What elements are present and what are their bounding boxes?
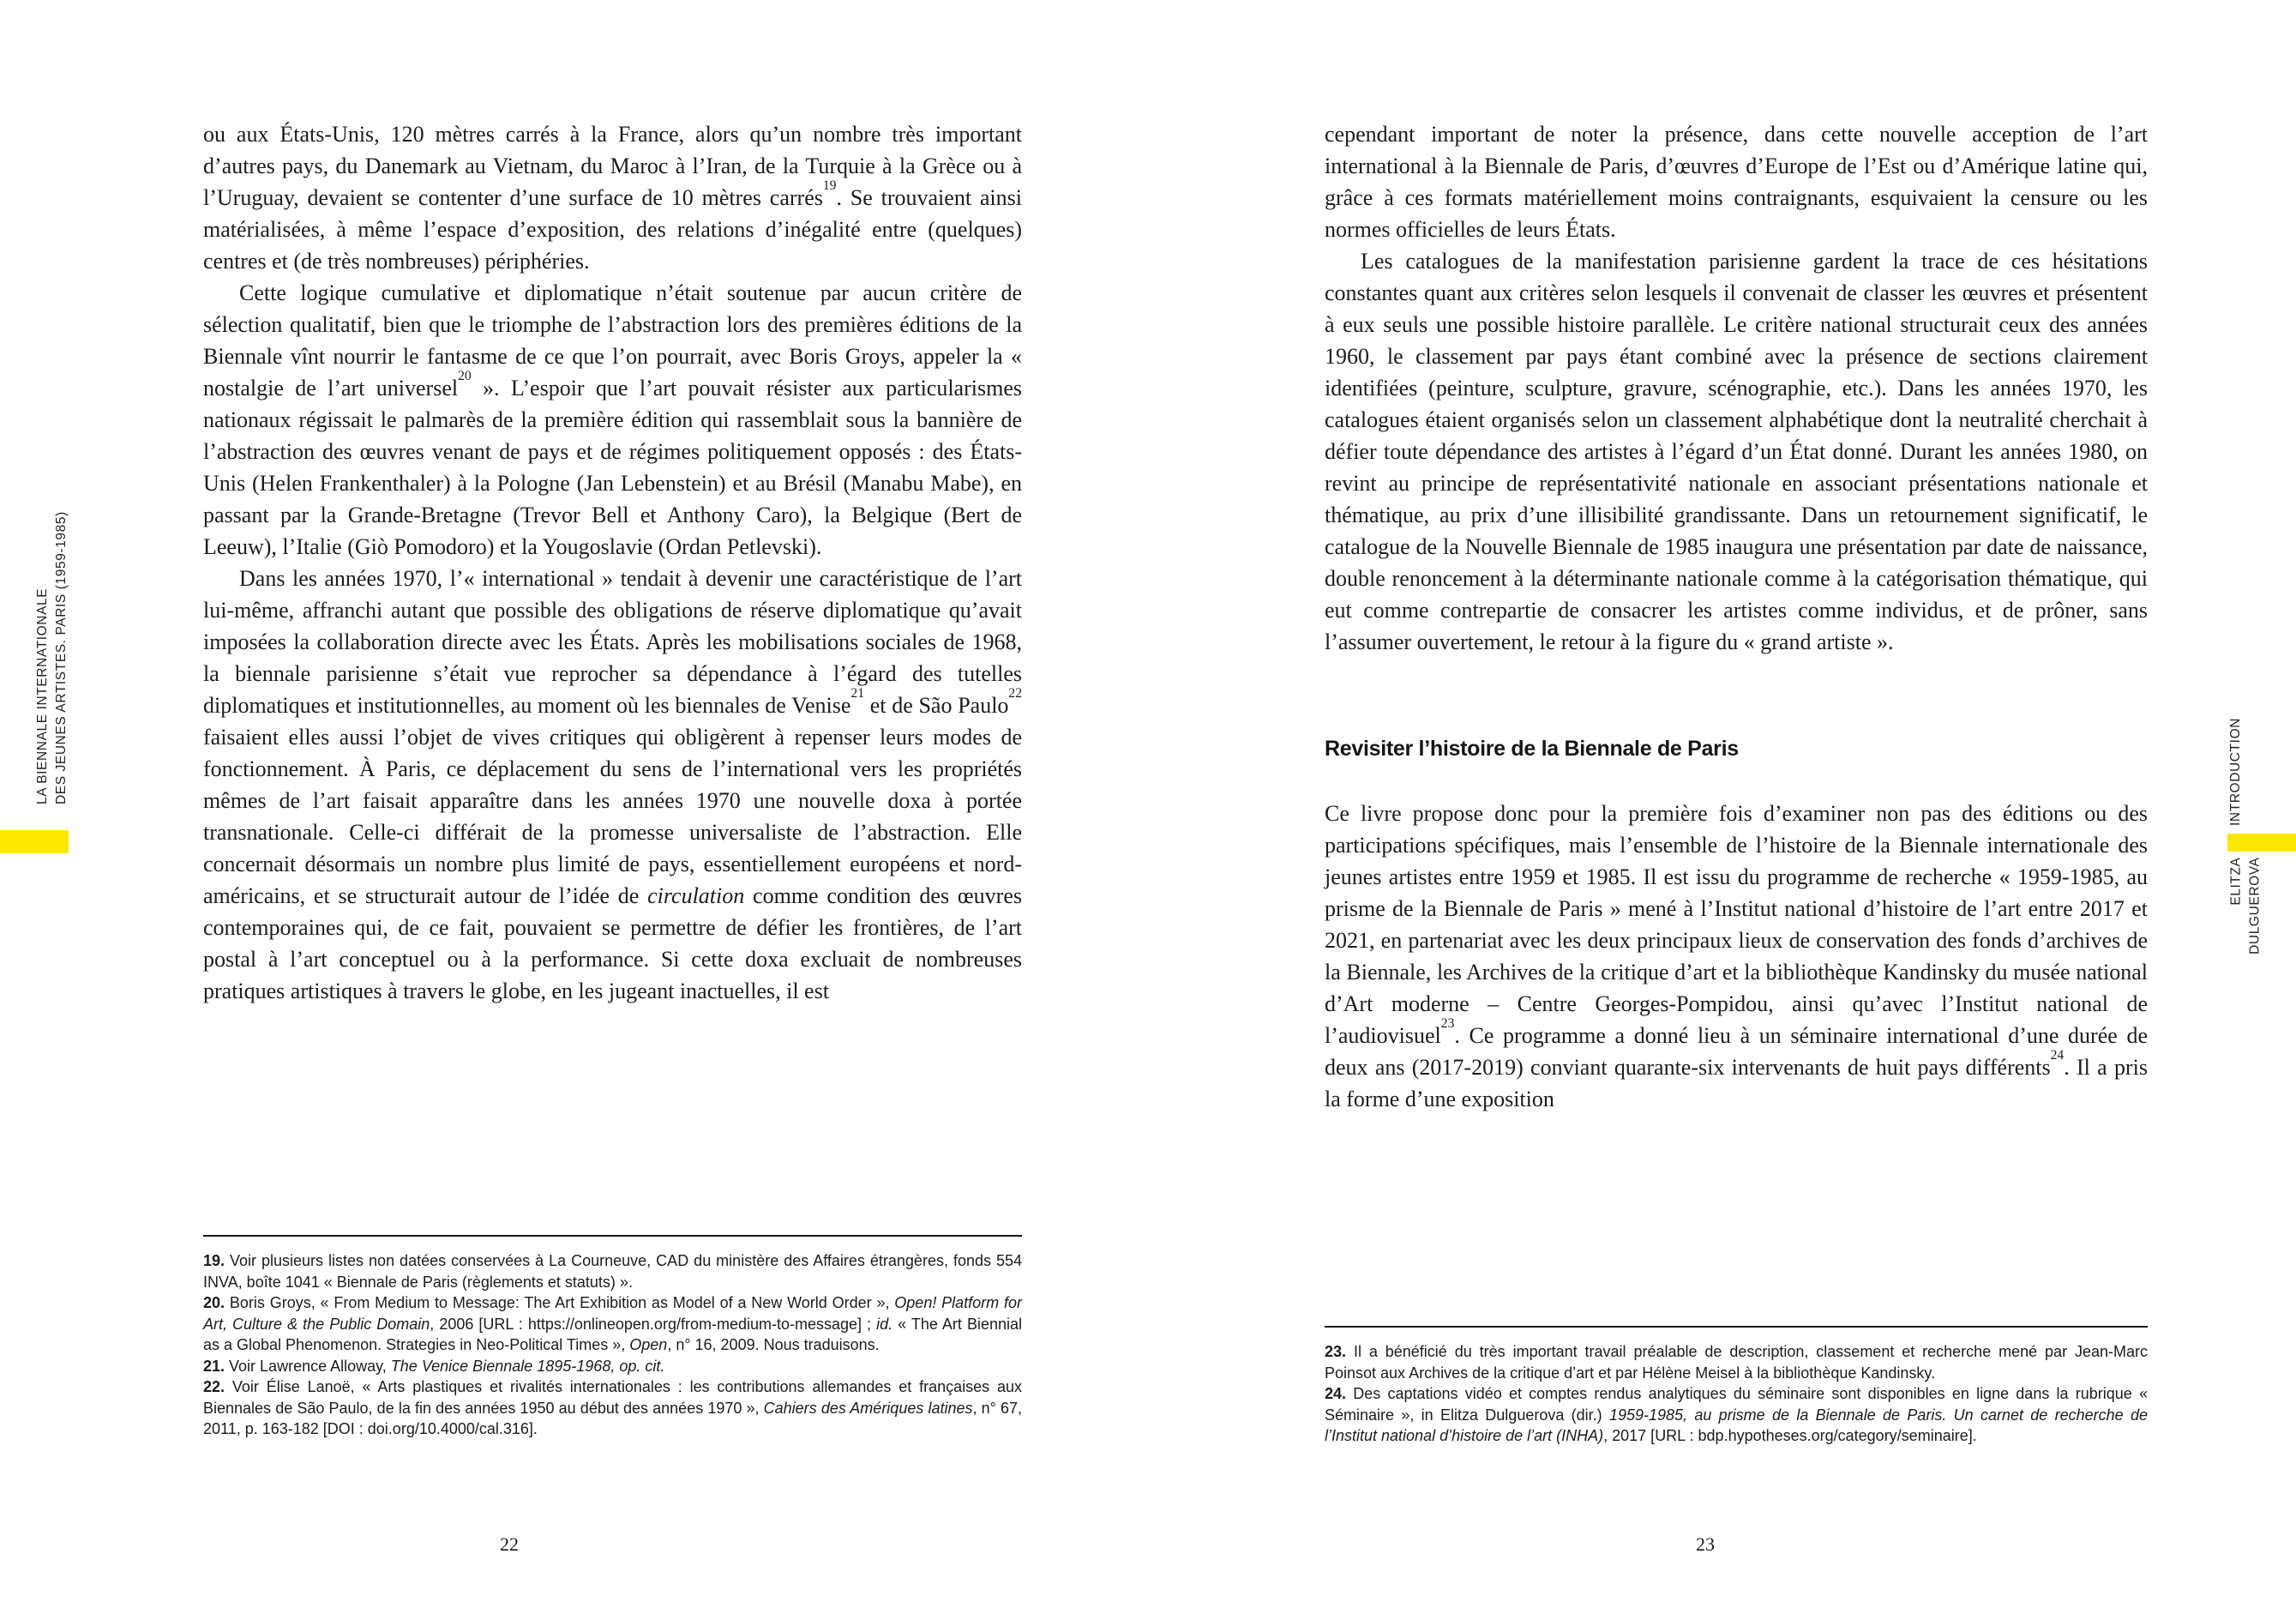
footnote: 23. Il a bénéficié du très important travail préalable de description, classement et recherche mené par Jean-Marc Poinsot aux Archives de la critique d’art et par Hélène Meisel à la bibliothèque Kandinsky. xyxy=(1325,1343,2148,1382)
yellow-marker-right xyxy=(2227,834,2296,852)
page-number-right: 23 xyxy=(1696,1533,1715,1555)
section-heading: Revisiter l’histoire de la Biennale de Paris xyxy=(1325,737,1739,761)
body-paragraph: Ce livre propose donc pour la première fois d’examiner non pas des éditions ou des participations spécifiques, mais l’ensemble de l’histoire de la Biennale internationale des jeunes artistes entre 1959 et 1985. Il est issu du programme de recherche « 1959-1985, au prisme de la Biennale de Paris » mené à l’Institut national d’histoire de l’art entre 2017 et 2021, en partenariat avec les deux principaux lieux de conservation des fonds d’archives de la Biennale, les Archives de la critique d’art et la bibliothèque Kandinsky du musée national d’Art moderne – Centre Georges-Pompidou, ainsi qu’avec l’Institut national de l’audiovisuel$^{23}$. Ce programme a donné lieu à un séminaire international d’une durée de deux ans (2017-2019) conviant quarante-six intervenants de huit pays différents$^{24}$. Il a pris la forme d’une exposition xyxy=(1325,801,2148,1111)
left-page-body xyxy=(203,118,1022,1007)
author-line-1: ELITZA xyxy=(2228,857,2244,906)
book-title-margin-caption xyxy=(33,496,73,804)
body-paragraph: Les catalogues de la manifestation parisienne gardent la trace de ces hésitations constantes quant aux critères selon lesquels il convenait de classer les œuvres et présentent à eux seuls une possible histoire parallèle. Le critère national structurait ceux des années 1960, le classement par pays étant combiné avec la présence de sections clairement identifiées (peinture, sculpture, gravure, scénographie, etc.). Dans les années 1970, les catalogues étaient organisés selon un classement alphabétique dont la neutralité cherchait à défier toute dépendance des artistes à l’égard d’un État donné. Durant les années 1980, on revint au principe de représentativité nationale en associant présentations nationale et thématique, au prix d’une illisibilité grandissante. Dans un retournement significatif, le catalogue de la Nouvelle Biennale de 1985 inaugura une présentation par date de naissance, double renoncement à la déterminante nationale comme à la catégorisation thématique, qui eut comme contrepartie de consacrer les artistes comme individus, et de prôner, sans l’assumer ouvertement, le retour à la figure du « grand artiste ». xyxy=(1325,249,2148,654)
right-page-footnotes xyxy=(1325,1326,2148,1447)
footnote: 24. Des captations vidéo et comptes rendus analytiques du séminaire sont disponibles en ligne dans la rubrique « Séminaire », in Elitza Dulguerova (dir.) 1959-1985, au prisme de la Biennale de Paris. Un carnet de recherche de l’Institut national d’histoire de l’art (INHA), 2017 [URL : bdp.hypotheses.org/category/seminaire]. xyxy=(1325,1385,2149,1444)
footnote: 21. Voir Lawrence Alloway, The Venice Biennale 1895-1968, op. cit. xyxy=(203,1357,665,1375)
book-title-line-1: LA BIENNALE INTERNATIONALE xyxy=(35,587,50,804)
footnote: 20. Boris Groys, « From Medium to Message: The Art Exhibition as Model of a New World Order », Open! Platform for Art, Culture & the Public Domain, 2006 [URL : https://onlineopen.org/from-medium-to-message] ; id. « The Art Biennial as a Global Phenomenon. Strategies in Neo-Political Times », Open, n° 16, 2009. Nous traduisons. xyxy=(203,1294,1023,1353)
page-number-left: 22 xyxy=(500,1533,519,1555)
yellow-marker-left xyxy=(0,830,69,853)
section-margin-caption xyxy=(2227,680,2242,826)
author-margin-caption xyxy=(2227,858,2266,969)
section-caption-text: INTRODUCTION xyxy=(2228,717,2243,826)
body-paragraph: ou aux États-Unis, 120 mètres carrés à la France, alors qu’un nombre très important d’autres pays, du Danemark au Vietnam, du Maroc à l’Iran, de la Turquie à la Grèce ou à l’Uruguay, devaient se contenter d’une surface de 10 mètres carrés$^{19}$. Se trouvaient ainsi matérialisées, à même l’espace d’exposition, des relations d’inégalité entre (quelques) centres et (de très nombreuses) périphéries. xyxy=(203,122,1022,274)
body-paragraph: Cette logique cumulative et diplomatique n’était soutenue par aucun critère de sélection qualitatif, bien que le triomphe de l’abstraction lors des premières éditions de la Biennale vînt nourrir le fantasme de ce que l’on pourrait, avec Boris Groys, appeler la « nostalgie de l’art universel$^{20}$ ». L’espoir que l’art pouvait résister aux particularismes nationaux régissait le palmarès de la première édition qui rassemblait sous la bannière de l’abstraction des œuvres venant de pays et de régimes politiquement opposés : des États-Unis (Helen Frankenthaler) à la Pologne (Jan Lebenstein) et au Brésil (Manabu Mabe), en passant par la Grande-Bretagne (Trevor Bell et Anthony Caro), la Belgique (Bert de Leeuw), l’Italie (Giò Pomodoro) et la Yougoslavie (Ordan Petlevski). xyxy=(203,280,1022,559)
footnote: 22. Voir Élise Lanoë, « Arts plastiques et rivalités internationales : les contributions allemandes et françaises aux Biennales de São Paulo, de la fin des années 1950 au début des années 1970 », Cahiers des Amériques latines, n° 67, 2011, p. 163-182 [DOI : doi.org/10.4000/cal.316]. xyxy=(203,1378,1023,1437)
right-page-body xyxy=(1325,118,2148,1115)
footnote: 19. Voir plusieurs listes non datées conservées à La Courneuve, CAD du ministère des Affaires étrangères, fonds 554 INVA, boîte 1041 « Biennale de Paris (règlements et statuts) ». xyxy=(203,1252,1022,1291)
left-page-footnotes xyxy=(203,1235,1022,1440)
body-paragraph: cependant important de noter la présence, dans cette nouvelle acception de l’art international à la Biennale de Paris, d’œuvres d’Europe de l’Est ou d’Amérique latine qui, grâce à ces formats matériellement moins contraignants, esquivaient la censure ou les normes officielles de leurs États. xyxy=(1325,122,2148,242)
book-title-line-2: DES JEUNES ARTISTES. PARIS (1959-1985) xyxy=(54,511,69,804)
body-paragraph: Dans les années 1970, l’« international » tendait à devenir une caractéristique de l’art lui-même, affranchi autant que possible des obligations de réserve diplomatique qu’avait imposées la collaboration directe avec les États. Après les mobilisations sociales de 1968, la biennale parisienne s’était vue reprocher sa dépendance à l’égard des tutelles diplomatiques et institutionnelles, au moment où les biennales de Venise$^{21}$ et de São Paulo$^{22}$ faisaient elles aussi l’objet de vives critiques qui obligèrent à repenser leurs modes de fonctionnement. À Paris, ce déplacement du sens de l’international vers les propriétés mêmes de l’art faisait apparaître dans les années 1970 une nouvelle doxa à portée transnationale. Celle-ci différait de la promesse universaliste de l’abstraction. Elle concernait désormais un nombre plus limité de pays, essentiellement européens et nord-américains, et se structurait autour de l’idée de circulation comme condition des œuvres contemporaines qui, de ce fait, pouvaient se permettre de défier les frontières, de l’art postal à l’art conceptuel ou à la performance. Si cette doxa excluait de nombreuses pratiques artistiques à travers le globe, en les jugeant inactuelles, il est xyxy=(203,566,1023,1003)
author-line-2: DULGUEROVA xyxy=(2247,857,2263,955)
